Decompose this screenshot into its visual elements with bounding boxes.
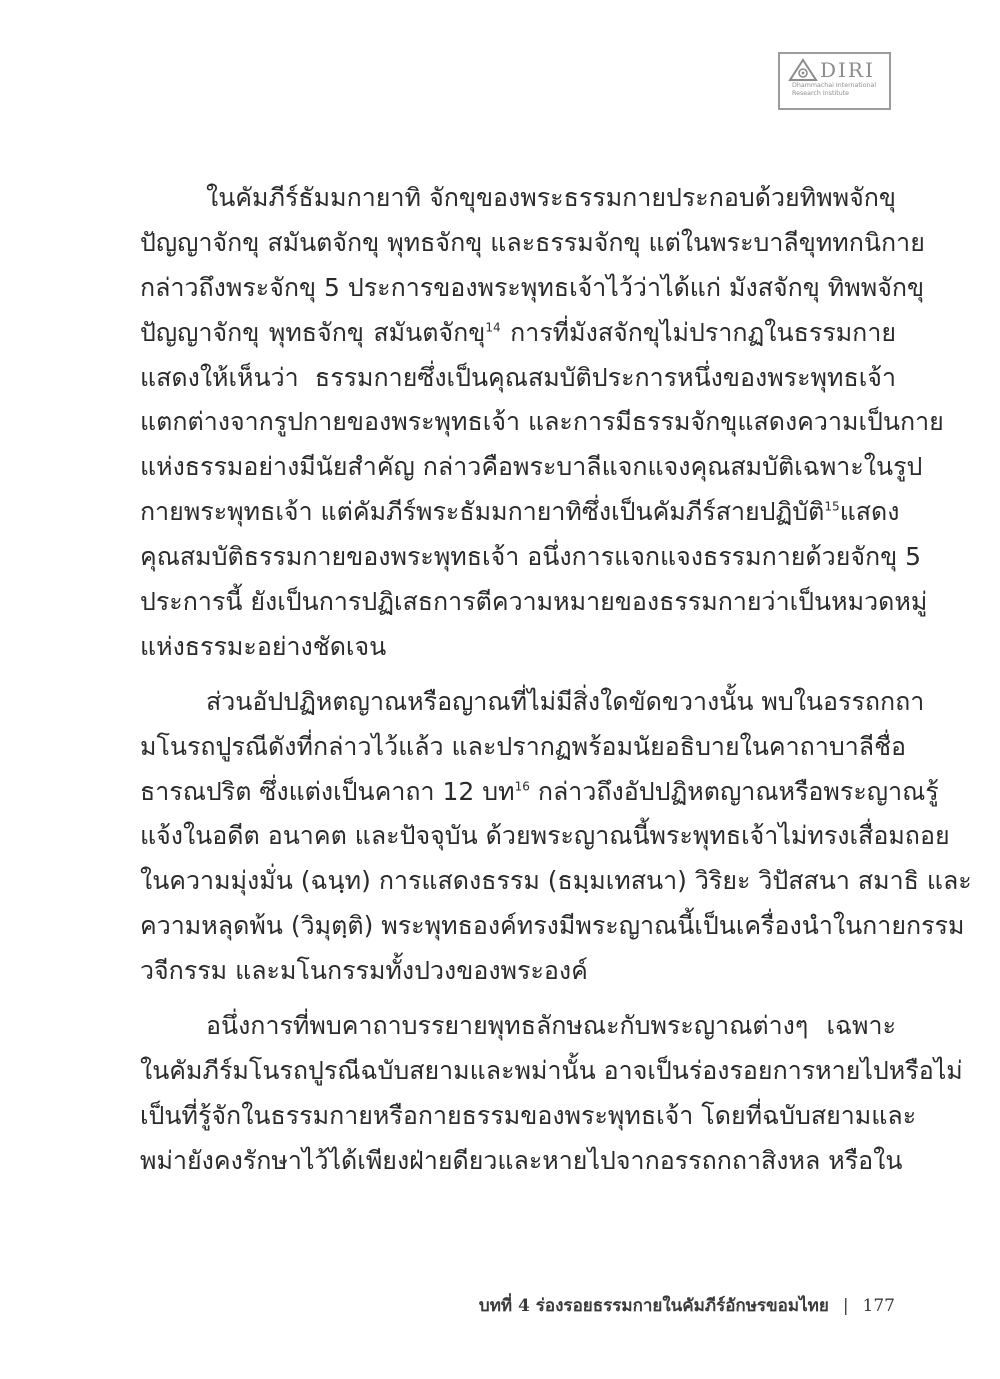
line-text: ในคัมภีร์มโนรถปูรณีฉบับสยามและพม่านั้น อาจเป็นร่องรอยการหายไปหรือไม่ <box>140 1055 963 1085</box>
footnote-ref[interactable]: 16 <box>514 779 530 794</box>
line-text: แสดง <box>839 497 900 527</box>
line-text: ประการนี้ ยังเป็นการปฏิเสธการตีความหมายของธรรมกายว่าเป็นหมวดหมู่ <box>140 587 928 617</box>
text-line <box>140 221 925 266</box>
text-line <box>140 311 896 356</box>
text-line <box>140 356 896 401</box>
paragraph <box>140 1004 963 1184</box>
logo-top <box>788 58 883 82</box>
line-text: ในคัมภีร์ธัมมกายาทิ จักขุของพระธรรมกายประกอบด้วยทิพพจักขุ <box>206 183 896 212</box>
line-text: แห่งธรรมะอย่างชัดเจน <box>140 631 387 661</box>
text-line <box>140 625 896 670</box>
logo-subtitle-line-2: Research Institute <box>792 90 850 97</box>
text-line <box>140 1004 896 1049</box>
page-number: 177 <box>862 1296 895 1316</box>
line-text: กายพระพุทธเจ้า แต่คัมภีร์พระธัมมกายาทิซึ่งเป็นคัมภีร์สายปฏิบัติ <box>140 497 825 527</box>
line-text: แสดงให้เห็นว่า ธรรมกายซึ่งเป็นคุณสมบัติประการหนึ่งของพระพุทธเจ้า <box>140 362 896 392</box>
line-text: ส่วนอัปปฏิหตญาณหรือญาณที่ไม่มีสิ่งใดขัดขวางนั้น พบในอรรถกถา <box>206 686 925 716</box>
paragraph-gap <box>140 670 896 680</box>
line-text: อนึ่งการที่พบคาถาบรรยายพุทธลักษณะกับพระญาณต่างๆ เฉพาะ <box>206 1011 896 1041</box>
text-line <box>140 770 939 815</box>
text-line <box>140 580 928 625</box>
line-text: แห่งธรรมอย่างมีนัยสำคัญ กล่าวคือพระบาลีแจกแจงคุณสมบัติเฉพาะในรูป <box>140 452 923 482</box>
line-text: ธารณปริต ซึ่งแต่งเป็นคาถา 12 บท <box>140 776 515 806</box>
text-line <box>140 680 925 725</box>
line-text: เป็นที่รู้จักในธรรมกายหรือกายธรรมของพระพุทธเจ้า โดยที่ฉบับสยามและ <box>140 1100 917 1130</box>
text-line <box>140 725 907 770</box>
footnote-ref[interactable]: 15 <box>824 499 840 514</box>
line-text: ความหลุดพ้น (วิมุตฺติ) พระพุทธองค์ทรงมีพระญาณนี้เป็นเครื่องนำในกายกรรม <box>140 911 965 941</box>
line-text: คุณสมบัติธรรมกายของพระพุทธเจ้า อนึ่งการแจกแจงธรรมกายด้วยจักขุ 5 <box>140 542 922 572</box>
footer-separator: | <box>842 1296 849 1316</box>
paragraph <box>140 680 972 994</box>
diri-logo <box>778 52 891 110</box>
line-text: ปัญญาจักขุ พุทธจักขุ สมันตจักขุ <box>140 317 486 347</box>
line-text: พม่ายังคงรักษาไว้ได้เพียงฝ่ายดียวและหายไปจากอรรถกถาสิงหล หรือใน <box>140 1145 903 1175</box>
page-footer <box>479 1292 895 1319</box>
paragraph-gap <box>140 994 896 1004</box>
text-line <box>140 535 922 580</box>
line-text: วจีกรรม และมโนกรรมทั้งปวงของพระองค์ <box>140 956 588 986</box>
chapter-title: บทที่ 4 ร่องรอยธรรมกายในคัมภีร์อักษรขอมไทย <box>478 1296 829 1316</box>
text-line <box>140 904 965 949</box>
text-line <box>140 1139 903 1184</box>
paragraph <box>140 176 944 670</box>
line-text: กล่าวถึงอัปปฏิหตญาณหรือพระญาณรู้ <box>529 776 939 806</box>
logo-subtitle-line-1: Dhammachai International <box>792 82 877 89</box>
text-line <box>140 266 925 311</box>
line-text: ปัญญาจักขุ สมันตจักขุ พุทธจักขุ และธรรมจักขุ แต่ในพระบาลีขุททกนิกาย <box>140 227 925 257</box>
text-line <box>140 1094 917 1139</box>
line-text: ในความมุ่งมั่น (ฉนฺท) การแสดงธรรม (ธมฺมเทสนา) วิริยะ วิปัสสนา สมาธิ และ <box>140 866 972 896</box>
line-text: แจ้งในอดีต อนาคต และปัจจุบัน ด้วยพระญาณนี้พระพุทธเจ้าไม่ทรงเสื่อมถอย <box>140 821 950 851</box>
text-line <box>140 445 923 490</box>
line-text: แตกต่างจากรูปกายของพระพุทธเจ้า และการมีธรรมจักขุแสดงความเป็นกาย <box>140 407 944 437</box>
text-line <box>140 176 896 221</box>
text-line <box>140 859 972 904</box>
footnote-ref[interactable]: 14 <box>485 320 501 335</box>
text-line <box>140 949 896 994</box>
text-line <box>140 1049 963 1094</box>
body-text <box>140 176 972 1184</box>
text-line <box>140 400 944 445</box>
text-line <box>140 814 950 859</box>
line-text: การที่มังสจักขุไม่ปรากฏในธรรมกาย <box>500 317 897 347</box>
logo-name: DIRI <box>820 58 875 82</box>
line-text: กล่าวถึงพระจักขุ 5 ประการของพระพุทธเจ้าไว้ว่าได้แก่ มังสจักขุ ทิพพจักขุ <box>140 272 925 302</box>
triangle-emblem-icon <box>788 58 818 82</box>
text-line <box>140 490 900 535</box>
line-text: มโนรถปูรณีดังที่กล่าวไว้แล้ว และปรากฏพร้อมนัยอธิบายในคาถาบาลีชื่อ <box>140 731 907 761</box>
